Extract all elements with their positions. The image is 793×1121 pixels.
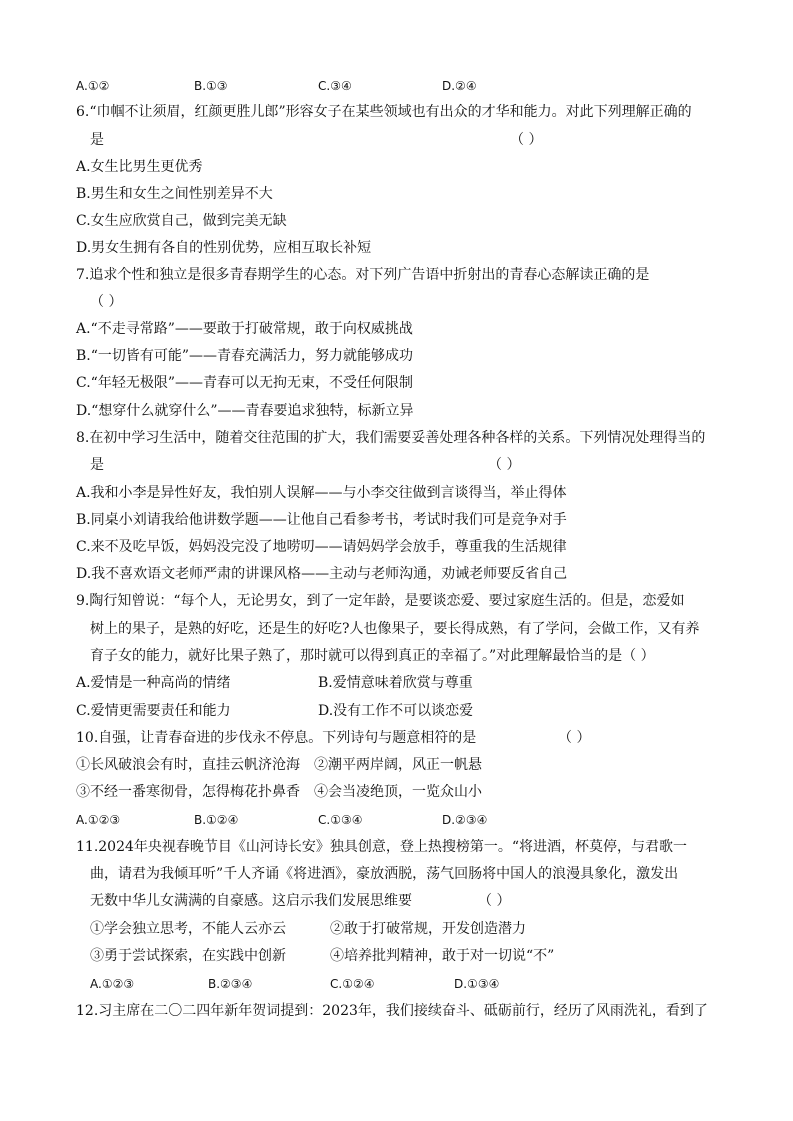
q6-option-c: C.女生应欣赏自己，做到完美无缺 <box>76 213 287 229</box>
q11-option-b: B.②③④ <box>208 977 253 991</box>
q6-answer-paren: （ ） <box>510 132 543 148</box>
q5-option-c: C.③④ <box>318 79 352 93</box>
q9-option-b: B.爱情意味着欣赏与尊重 <box>318 675 473 691</box>
q8-answer-paren: （ ） <box>488 457 521 473</box>
q11-option-d: D.①③④ <box>454 977 500 991</box>
q6-stem-line2 <box>90 131 543 149</box>
q8-option-d: D.我不喜欢语文老师严肃的讲课风格——主动与老师沟通，劝诫老师要反省自己 <box>76 566 568 582</box>
q11-stem-end: 无数中华儿女满满的自豪感。这启示我们发展思维要 <box>90 893 412 909</box>
q7-option-d: D.“想穿什么就穿什么”——青春要追求独特，标新立异 <box>76 403 414 419</box>
q5-option-d: D.②④ <box>442 79 477 93</box>
q9-stem-line2: 树上的果子，是熟的好吃，还是生的好吃?人也像果子，要长得成熟，有了学问，会做工作，又有养 <box>90 621 700 637</box>
q10-option-b: B.①②④ <box>194 813 239 827</box>
q6-stem-line1: 6.“巾帼不让须眉，红颜更胜儿郎”形容女子在某些领域也有出众的才华和能力。对此下列理解正确的 <box>76 104 692 120</box>
q5-option-b: B.①③ <box>194 79 228 93</box>
q8-stem-line2 <box>90 456 521 474</box>
q7-option-c: C.“年轻无极限”——青春可以无拘无束，不受任何限制 <box>76 375 413 391</box>
q11-stem-line2: 曲，请君为我倾耳听”千人齐诵《将进酒》，豪放洒脱，荡气回肠将中国人的浪漫具象化，激发出 <box>90 866 679 882</box>
q11-answer-paren: （ ） <box>478 893 511 909</box>
q10-items-row1 <box>76 756 482 774</box>
q7-option-b: B.“一切皆有可能”——青春充满活力，努力就能够成功 <box>76 348 414 364</box>
q11-items-row2 <box>90 947 555 965</box>
q7-answer-paren: （ ） <box>90 294 123 310</box>
q10-stem-line1 <box>76 729 591 747</box>
q8-option-b: B.同桌小刘请我给他讲数学题——让他自己看参考书，考试时我们可是竞争对手 <box>76 512 567 528</box>
q10-option-d: D.②③④ <box>442 813 488 827</box>
q11-item-2: ②敢于打破常规，开发创造潜力 <box>330 921 526 937</box>
q10-option-a: A.①②③ <box>76 813 121 827</box>
q6-option-b: B.男生和女生之间性别差异不大 <box>76 186 273 202</box>
q11-option-a: A.①②③ <box>90 977 135 991</box>
q6-option-d: D.男女生拥有各自的性别优势，应相互取长补短 <box>76 240 372 256</box>
q9-stem-line3: 育子女的能力，就好比果子熟了，那时就可以得到真正的幸福了。”对此理解最恰当的是（ ） <box>90 648 655 664</box>
q8-stem-end: 是 <box>90 457 104 473</box>
q10-option-c: C.①③④ <box>318 813 363 827</box>
q10-answer-paren: （ ） <box>558 730 591 746</box>
q10-item-1: ①长风破浪会有时，直挂云帆济沧海 <box>76 757 300 773</box>
q11-item-1: ①学会独立思考，不能人云亦云 <box>90 921 286 937</box>
q10-stem: 10.自强，让青春奋进的步伐永不停息。下列诗句与题意相符的是 <box>76 730 477 746</box>
q10-item-3: ③不经一番寒彻骨，怎得梅花扑鼻香 <box>76 784 300 800</box>
q11-stem-line3 <box>90 892 511 910</box>
q11-item-4: ④培养批判精神，敢于对一切说“不” <box>330 948 555 964</box>
q11-stem-line1: 11.2024年央视春晚节目《山河诗长安》独具创意，登上热搜榜第一。“将进酒，杯莫停，与君歌一 <box>76 839 688 855</box>
q9-options-row2 <box>76 702 474 720</box>
q9-option-c: C.爱情更需要责任和能力 <box>76 703 231 719</box>
q8-option-a: A.我和小李是异性好友，我怕别人误解——与小李交往做到言谈得当，举止得体 <box>76 485 567 501</box>
q6-option-a: A.女生比男生更优秀 <box>76 159 203 175</box>
q6-stem-end: 是 <box>90 132 104 148</box>
q7-stem-line1: 7.追求个性和独立是很多青春期学生的心态。对下列广告语中折射出的青春心态解读正确的是 <box>76 267 650 283</box>
q9-option-a: A.爱情是一种高尚的情绪 <box>76 675 231 691</box>
q9-stem-line1: 9.陶行知曾说：“每个人，无论男女，到了一定年龄，是要谈恋爱、要过家庭生活的。但是，恋爱如 <box>76 593 685 609</box>
q8-option-c: C.来不及吃早饭，妈妈没完没了地唠叨——请妈妈学会放手，尊重我的生活规律 <box>76 539 567 555</box>
q11-option-c: C.①②④ <box>330 977 375 991</box>
q11-item-3: ③勇于尝试探索，在实践中创新 <box>90 948 286 964</box>
q10-items-row2 <box>76 783 482 801</box>
q12-stem-line1: 12.习主席在二〇二四年新年贺词提到：2023年，我们接续奋斗、砥砺前行，经历了风雨洗礼，看到了 <box>76 1003 708 1019</box>
q9-option-d: D.没有工作不可以谈恋爱 <box>318 703 474 719</box>
q9-options-row1 <box>76 674 473 692</box>
q8-stem-line1: 8.在初中学习生活中，随着交往范围的扩大，我们需要妥善处理各种各样的关系。下列情况处理得当的 <box>76 430 706 446</box>
q7-option-a: A.“不走寻常路”——要敢于打破常规，敢于向权威挑战 <box>76 321 413 337</box>
q11-items-row1 <box>90 920 526 938</box>
q5-option-a: A.①② <box>76 79 110 93</box>
q10-item-4: ④会当凌绝顶，一览众山小 <box>314 784 482 800</box>
q10-item-2: ②潮平两岸阔，风正一帆悬 <box>314 757 482 773</box>
